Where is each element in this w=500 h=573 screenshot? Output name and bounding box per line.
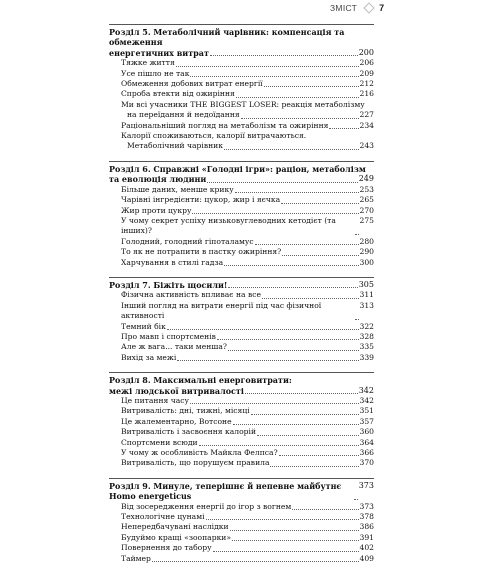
entry-title: Технологічне цунамі: [121, 512, 205, 522]
toc-entry[interactable]: [109, 79, 374, 89]
entry-line: [121, 185, 374, 195]
dot-leader: [233, 417, 359, 425]
entry-page-number: 366: [359, 448, 374, 458]
toc-section: [109, 277, 374, 363]
entry-line: [121, 322, 374, 332]
section-title-text: енергетичних витрат: [109, 47, 209, 58]
dot-leader: [228, 280, 357, 288]
entry-line: [121, 131, 374, 141]
entry-title: Ми всі учасники THE BIGGEST LOSER: реакція метаболізму: [121, 99, 365, 109]
toc-entry[interactable]: [109, 121, 374, 131]
entry-page-number: 378: [359, 512, 374, 522]
dot-leader: [235, 185, 359, 193]
entry-title: Голодний, голодний гіпоталамус: [121, 236, 254, 246]
dot-leader: [241, 110, 359, 118]
entry-title: Таймер: [121, 553, 151, 563]
section-title-text: Розділ 8. Максимальні енерговитрати:: [109, 375, 292, 386]
section-title-text: Розділ 7. Біжіть щосили!: [109, 279, 228, 290]
toc-section: [109, 372, 374, 469]
section-page-number: 342: [358, 385, 374, 395]
entry-title: Спортсмени всюди: [121, 437, 198, 447]
entry-line: [121, 195, 374, 205]
entry-title: Більше даних, менше крику: [121, 184, 234, 194]
section-title-line: [109, 174, 374, 184]
entry-line: [121, 417, 374, 427]
entry-line: [121, 502, 374, 512]
dot-leader: [262, 290, 359, 298]
entry-line: [121, 554, 374, 564]
toc-entry[interactable]: [109, 58, 374, 68]
entry-line: [121, 458, 374, 468]
entry-title: Спроба втекти від ожиріння: [121, 89, 235, 99]
entry-line: [121, 206, 374, 216]
entry-line: [121, 543, 374, 553]
entry-page-number: 360: [359, 427, 374, 437]
entry-title: Фізична активність впливає на все: [121, 290, 261, 300]
entry-title: То як не потрапити в пастку ожиріння?: [121, 247, 282, 257]
toc-entry[interactable]: [109, 353, 374, 363]
section-page-number: 373: [358, 480, 374, 490]
entry-page-number: 370: [359, 458, 374, 468]
dot-leader: [177, 353, 358, 361]
toc-entry[interactable]: [109, 206, 374, 216]
dot-leader: [292, 502, 358, 510]
toc-entry[interactable]: [109, 301, 374, 322]
entry-line: [121, 100, 374, 110]
entry-line: [121, 353, 374, 363]
toc-entry[interactable]: [109, 322, 374, 332]
entry-title: Вихід за межі: [121, 352, 177, 362]
entry-title: Чарівні інгредієнти: цукор, жир і яєчка: [121, 195, 281, 205]
entry-line: [121, 427, 374, 437]
section-title-text: Розділ 6. Справжні «Голодні ігри»: раціон, метаболізм: [109, 163, 366, 174]
toc-entry[interactable]: [109, 396, 374, 406]
section-title-line: [109, 280, 374, 290]
dot-leader: [245, 386, 358, 394]
toc-entry[interactable]: [109, 185, 374, 195]
dot-leader: [213, 543, 359, 551]
entry-title: Від зосередження енергії до ігор з вогнем: [121, 501, 292, 511]
entry-page-number: 290: [359, 247, 374, 257]
entry-line: [121, 79, 374, 89]
toc-entry[interactable]: [109, 448, 374, 458]
entry-line: [121, 448, 374, 458]
section-title-text: та еволюція людини: [109, 174, 207, 185]
section-title-line: [109, 386, 374, 396]
entry-page-number: 313: [359, 300, 374, 310]
page-number: 7: [379, 3, 385, 13]
entry-title: Обмеження добових витрат енергії: [121, 79, 263, 89]
entry-page-number: 253: [359, 184, 374, 194]
entry-line: [121, 290, 374, 300]
entry-title: Про мавп і спортсменів: [121, 331, 216, 341]
entry-title: Витривалість: дні, тижні, місяці: [121, 406, 250, 416]
entry-page-number: 270: [359, 205, 374, 215]
section-title-text: Розділ 5. Метаболічний чарівник: компенсація та обмеження: [109, 27, 345, 48]
entry-title: Тяжке життя: [121, 58, 175, 68]
toc-entry[interactable]: [109, 69, 374, 79]
entry-title: У чому секрет успіху низьковуглеводних кетодієт (та інших)?: [121, 215, 336, 236]
entry-page-number: 373: [359, 501, 374, 511]
toc-entry[interactable]: [109, 512, 374, 522]
entry-line: [121, 342, 374, 352]
toc-entry[interactable]: [109, 195, 374, 205]
dot-leader: [329, 121, 358, 129]
entry-page-number: 335: [359, 342, 374, 352]
toc-entry[interactable]: [109, 554, 374, 564]
toc-entry[interactable]: [109, 258, 374, 268]
toc-entry[interactable]: [109, 290, 374, 300]
dot-leader: [210, 48, 358, 56]
dot-leader: [355, 301, 359, 320]
toc-entry[interactable]: [109, 417, 374, 427]
entry-title: Жир проти цукру: [121, 205, 192, 215]
entry-line: [121, 533, 374, 543]
toc-section: [109, 478, 374, 564]
dot-leader: [257, 427, 358, 435]
section-title-text: межі людської витривалості: [109, 385, 244, 396]
section-title-line: [109, 375, 374, 385]
entry-title: Метаболічний чарівник: [127, 141, 223, 151]
toc-section: [109, 161, 374, 268]
entry-line: [121, 438, 374, 448]
dot-leader: [176, 58, 359, 66]
entry-line: [121, 216, 374, 237]
entry-title: Раціональніший погляд на метаболізм та ожиріння: [121, 120, 329, 130]
entry-page-number: 328: [359, 331, 374, 341]
entry-title: Будуймо кращі «зоопарки»: [121, 532, 232, 542]
toc-entry[interactable]: [109, 427, 374, 437]
dot-leader: [264, 79, 359, 87]
entry-title: на переїдання й недоїдання: [127, 110, 240, 120]
entry-page-number: 402: [359, 543, 374, 553]
dot-leader: [167, 322, 359, 330]
dot-leader: [224, 258, 358, 266]
entry-page-number: 243: [359, 141, 374, 151]
entry-line: [121, 141, 374, 151]
entry-page-number: 280: [359, 236, 374, 246]
section-title[interactable]: [109, 27, 374, 58]
entry-title: Калорії споживаються, калорії витрачаються.: [121, 131, 307, 141]
entry-page-number: 216: [359, 89, 374, 99]
entry-line: [121, 247, 374, 257]
dot-leader: [190, 69, 358, 77]
entry-line: [121, 332, 374, 342]
entry-title: Витривалість і засвоєння калорій: [121, 427, 257, 437]
section-page-number: 200: [358, 47, 374, 57]
dot-leader: [192, 206, 358, 214]
toc-entry[interactable]: [109, 237, 374, 247]
dot-leader: [279, 448, 359, 456]
diamond-ornament-icon: [363, 2, 374, 13]
entry-page-number: 342: [359, 396, 374, 405]
entry-line: [121, 522, 374, 532]
entry-line: [121, 301, 374, 322]
entry-page-number: 275: [359, 215, 374, 225]
section-title-line: [109, 27, 374, 48]
dot-leader: [255, 237, 359, 245]
entry-line: [121, 396, 374, 406]
entry-page-number: 227: [359, 110, 374, 120]
section-title[interactable]: [109, 280, 374, 290]
entry-page-number: 364: [359, 437, 374, 447]
dot-leader: [230, 522, 359, 530]
dot-leader: [217, 332, 359, 340]
dot-leader: [199, 438, 359, 446]
toc-entry[interactable]: [109, 216, 374, 237]
entry-title: Інший погляд на витрати енергії під час фізичної активності: [121, 300, 322, 321]
section-page-number: 305: [358, 279, 374, 289]
dot-leader: [270, 458, 358, 466]
toc-entry[interactable]: [109, 438, 374, 448]
entry-line: [121, 89, 374, 99]
toc-entry[interactable]: [109, 131, 374, 152]
entry-title: Непередбачувані наслідки: [121, 522, 229, 532]
dot-leader: [206, 512, 359, 520]
section-title-text: Розділ 9. Минуле, теперішнє й непевне майбутнє Homo energeticus: [109, 480, 342, 502]
entry-page-number: 409: [359, 553, 374, 563]
entry-line: [121, 512, 374, 522]
dot-leader: [152, 554, 359, 562]
dot-leader: [354, 481, 358, 500]
entry-page-number: 391: [359, 532, 374, 542]
entry-title: Витривалість, що порушуєм правила: [121, 458, 270, 468]
section-title-line: [109, 164, 374, 174]
entry-line: [121, 237, 374, 247]
entry-page-number: 357: [359, 416, 374, 426]
entry-page-number: 386: [359, 522, 374, 532]
section-title[interactable]: [109, 164, 374, 185]
entry-page-number: 212: [359, 79, 374, 89]
toc-entry[interactable]: [109, 342, 374, 352]
dot-leader: [232, 533, 358, 541]
entry-line: [121, 58, 374, 68]
entry-title: Харчування в стилі гадза: [121, 257, 224, 267]
dot-leader: [281, 195, 358, 203]
section-title[interactable]: [109, 481, 374, 502]
section-page-number: 249: [358, 174, 374, 184]
toc-entry[interactable]: [109, 89, 374, 99]
dot-leader: [251, 406, 359, 414]
dot-leader: [236, 89, 359, 97]
entry-page-number: 209: [359, 68, 374, 78]
entry-line: [121, 110, 374, 120]
entry-line: [121, 258, 374, 268]
table-of-contents: [109, 24, 374, 573]
toc-entry[interactable]: [109, 458, 374, 468]
entry-page-number: 265: [359, 195, 374, 205]
section-title-line: [109, 48, 374, 58]
dot-leader: [207, 174, 357, 182]
toc-section: [109, 24, 374, 152]
toc-entry[interactable]: [109, 332, 374, 342]
entry-title: Це жалементарно, Вотсоне: [121, 416, 232, 426]
section-title[interactable]: [109, 375, 374, 396]
section-title-line: [109, 481, 374, 502]
dot-leader: [190, 396, 359, 404]
dot-leader: [282, 247, 358, 255]
entry-line: [121, 406, 374, 416]
dot-leader: [228, 342, 359, 350]
entry-page-number: 339: [359, 352, 374, 362]
entry-title: Повернення до табору: [121, 543, 212, 553]
entry-page-number: 322: [359, 321, 374, 331]
entry-page-number: 206: [359, 58, 374, 68]
entry-line: [121, 69, 374, 79]
toc-entry[interactable]: [109, 100, 374, 121]
entry-line: [121, 121, 374, 131]
toc-entry[interactable]: [109, 406, 374, 416]
toc-entry[interactable]: [109, 522, 374, 532]
toc-entry[interactable]: [109, 247, 374, 257]
dot-leader: [355, 216, 359, 235]
entry-page-number: 311: [359, 290, 374, 300]
entry-title: Це питання часу: [121, 396, 189, 405]
entry-title: У чому ж особливість Майкла Фелпса?: [121, 448, 278, 458]
entry-title: Усе пішло не так: [121, 68, 190, 78]
header-title: ЗМІСТ: [330, 3, 358, 13]
entry-title: Темний бік: [121, 321, 166, 331]
toc-entry[interactable]: [109, 533, 374, 543]
entry-page-number: 234: [359, 120, 374, 130]
entry-title: Але ж вага... таки менша?: [121, 342, 227, 352]
toc-entry[interactable]: [109, 543, 374, 553]
dot-leader: [224, 141, 359, 149]
entry-page-number: 351: [359, 406, 374, 416]
toc-entry[interactable]: [109, 502, 374, 512]
entry-page-number: 300: [359, 257, 374, 267]
running-header: [330, 0, 384, 16]
